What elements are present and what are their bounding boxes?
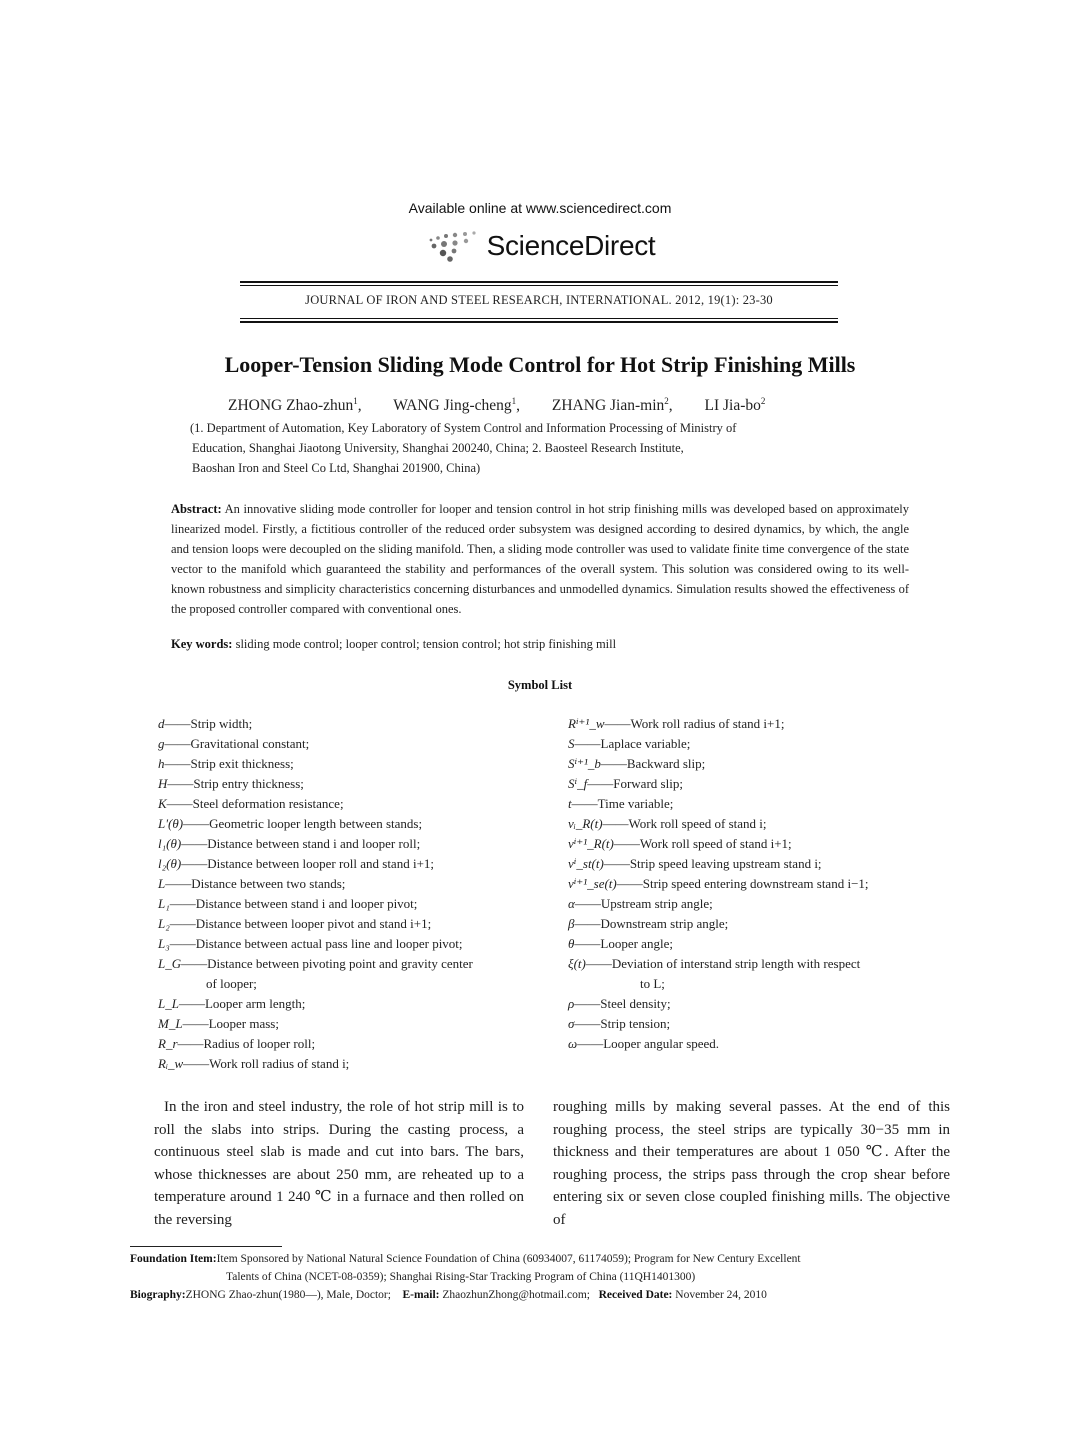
symbol-list-left xyxy=(158,714,538,1074)
symbol-description: ——Strip speed entering downstream stand i−1; xyxy=(616,876,869,891)
biography-text: ZHONG Zhao-zhun(1980—), Male, Doctor; xyxy=(185,1289,391,1301)
symbol-description: ——Strip tension; xyxy=(574,1016,671,1031)
symbol-entry xyxy=(158,834,538,854)
symbol-description: ——Work roll speed of stand i+1; xyxy=(613,836,792,851)
symbol-list-title: Symbol List xyxy=(507,678,573,692)
symbol-description: ——Work roll speed of stand i; xyxy=(602,816,767,831)
symbol-entry xyxy=(158,1014,538,1034)
symbol-description: ——Radius of looper roll; xyxy=(177,1036,316,1051)
symbol-description: ——Looper arm length; xyxy=(178,996,306,1011)
symbol-name: R_r xyxy=(158,1036,178,1051)
symbol-entry xyxy=(158,714,538,734)
body-text-right: roughing mills by making several passes. At the end of this roughing process, the steel strips are typically 30−35 mm in thickness and their temperatures are about 1 050 ℃. After the roughing process, the strips pass through the crop shear before entering six or seven close coupled finishing mills. The objective of xyxy=(553,1099,950,1228)
author-4: LI Jia-$bo^2$ xyxy=(704,396,766,415)
header-rule-top xyxy=(240,281,838,283)
symbol-description: ——Deviation of interstand strip length with respect xyxy=(585,956,861,971)
header-rule-bottom xyxy=(240,321,838,323)
symbol-list-right xyxy=(568,714,958,1054)
symbol-description: ——Work roll radius of stand i+1; xyxy=(604,716,785,731)
symbol-description: ——Distance between stand i and looper roll; xyxy=(181,836,421,851)
email-text[interactable]: ZhaozhunZhong@hotmail.com; xyxy=(442,1289,590,1301)
symbol-name: h xyxy=(158,756,165,771)
symbol-name: β xyxy=(568,916,575,931)
symbol-entry xyxy=(568,914,958,934)
biography-label: Biography: xyxy=(130,1289,186,1301)
symbol-description: ——Distance between actual pass line and looper pivot; xyxy=(169,936,463,951)
symbol-name: vⁱ_st(t) xyxy=(568,856,604,871)
symbol-description: ——Downstream strip angle; xyxy=(574,916,729,931)
symbol-description: ——Forward slip; xyxy=(587,776,683,791)
symbol-entry xyxy=(158,814,538,834)
foundation-text: Item Sponsored by National Natural Science Foundation of China (60934007, 61174059); Program for New Century Excellent xyxy=(216,1253,801,1265)
symbol-description: ——Distance between looper roll and stand i+1; xyxy=(181,856,435,871)
affiliation-line: Baoshan Iron and Steel Co Ltd, Shanghai 201900, China) xyxy=(192,461,481,475)
author-3: ZHANG Jian-$\min^2$, xyxy=(551,396,673,415)
foundation-label: Foundation Item: xyxy=(130,1253,217,1265)
symbol-entry xyxy=(158,994,538,1014)
symbol-description: ——Distance between pivoting point and gravity center xyxy=(181,956,473,971)
symbol-name: Rᵢ_w xyxy=(158,1056,184,1071)
symbol-entry xyxy=(568,994,958,1014)
received-date-label: Received Date: xyxy=(598,1289,673,1301)
foundation-footnote-cont: Talents of China (NCET-08-0359); Shanghai Rising-Star Tracking Program of China (11QH1401300) xyxy=(226,1271,696,1283)
available-online-text: Available online at www.sciencedirect.com xyxy=(408,200,672,216)
symbol-name: vⁱ⁺¹_R(t) xyxy=(568,836,614,851)
symbol-entry xyxy=(568,934,958,954)
symbol-name: L₂ xyxy=(158,916,170,931)
keywords-text: sliding mode control; looper control; tension control; hot strip finishing mill xyxy=(235,637,617,651)
symbol-description: ——Laplace variable; xyxy=(574,736,691,751)
symbol-description: ——Distance between looper pivot and stand i+1; xyxy=(169,916,432,931)
symbol-entry xyxy=(158,774,538,794)
symbol-entry xyxy=(158,934,538,954)
symbol-entry xyxy=(158,894,538,914)
symbol-description: ——Upstream strip angle; xyxy=(574,896,713,911)
symbol-name: l₁(θ) xyxy=(158,836,182,851)
symbol-entry xyxy=(568,794,958,814)
abstract-text: An innovative sliding mode controller for looper and tension control in hot strip finishing mills was developed based on approximately linearized model. Firstly, a fictitious controller of the reduced order subsystem was designed according to desired dynamics, by which, the angle and tension loops were decoupled on the sliding manifold. Then, a sliding mode controller was used to validate finite time convergence of the state vector to the manifold which guaranteed the stability and performances of the overall system. This solution was considered owing to its well-known robustness and simplicity characteristics concerning disturbances and unmodelled dynamics. Simulation results showed the effectiveness of the proposed controller compared with conventional ones. xyxy=(171,502,909,616)
symbol-entry xyxy=(158,1034,538,1054)
symbol-entry xyxy=(568,754,958,774)
symbol-name: σ xyxy=(568,1016,575,1031)
symbol-name: t xyxy=(568,796,572,811)
symbol-name: Sⁱ_f xyxy=(568,776,588,791)
keywords-label: Key words: xyxy=(171,637,233,651)
symbol-entry xyxy=(158,914,538,934)
journal-citation: JOURNAL OF IRON AND STEEL RESEARCH, INTERNATIONAL. 2012, 19(1): 23-30 xyxy=(305,293,773,307)
symbol-description: ——Distance between two stands; xyxy=(165,876,346,891)
symbol-name: ρ xyxy=(568,996,575,1011)
symbol-entry xyxy=(158,954,538,974)
symbol-description: ——Gravitational constant; xyxy=(164,736,310,751)
symbol-description: ——Strip width; xyxy=(164,716,253,731)
affiliation-line: Education, Shanghai Jiaotong University, Shanghai 200240, China; 2. Baosteel Research Institute, xyxy=(192,441,684,455)
symbol-description: ——Strip exit thickness; xyxy=(164,756,294,771)
sciencedirect-logo xyxy=(0,226,1080,266)
abstract-label: Abstract: xyxy=(171,502,222,516)
symbol-name: vᵢ_R(t) xyxy=(568,816,603,831)
symbol-entry xyxy=(568,954,958,974)
keywords xyxy=(171,637,909,652)
author-2: WANG Jing-cheng$^1$, xyxy=(393,396,521,415)
symbol-entry xyxy=(568,834,958,854)
symbol-description: ——Strip entry thickness; xyxy=(167,776,304,791)
symbol-entry xyxy=(158,794,538,814)
symbol-description: ——Backward slip; xyxy=(600,756,706,771)
symbol-entry xyxy=(568,1034,958,1054)
symbol-description: ——Looper mass; xyxy=(182,1016,279,1031)
symbol-description: ——Steel density; xyxy=(574,996,671,1011)
symbol-entry xyxy=(568,854,958,874)
footnote-rule xyxy=(130,1246,282,1247)
symbol-entry xyxy=(568,774,958,794)
email-label: E-mail: xyxy=(402,1289,440,1301)
symbol-description: ——Time variable; xyxy=(571,796,674,811)
symbol-name: l₂(θ) xyxy=(158,856,182,871)
symbol-name: vⁱ⁺¹_se(t) xyxy=(568,876,617,891)
symbol-entry xyxy=(158,974,538,994)
symbol-name: L₁ xyxy=(158,896,170,911)
symbol-entry xyxy=(568,974,958,994)
symbol-entry xyxy=(568,874,958,894)
symbol-entry xyxy=(158,754,538,774)
foundation-footnote xyxy=(130,1253,960,1265)
symbol-name: ω xyxy=(568,1036,578,1051)
sciencedirect-wordmark: ScienceDirect xyxy=(486,230,656,261)
symbol-entry xyxy=(568,734,958,754)
symbol-name: L_L xyxy=(158,996,179,1011)
symbol-name: Sⁱ⁺¹_b xyxy=(568,756,601,771)
symbol-entry xyxy=(158,1054,538,1074)
affiliation-line: (1. Department of Automation, Key Laboratory of System Control and Information Processing of Ministry of xyxy=(190,421,737,435)
symbol-entry xyxy=(158,854,538,874)
symbol-description: ——Distance between stand i and looper pivot; xyxy=(169,896,418,911)
symbol-description: of looper; xyxy=(206,976,257,991)
symbol-description: ——Looper angle; xyxy=(574,936,673,951)
symbol-name: α xyxy=(568,896,575,911)
symbol-entry xyxy=(568,714,958,734)
symbol-description: ——Strip speed leaving upstream stand i; xyxy=(603,856,822,871)
symbol-name: M_L xyxy=(158,1016,183,1031)
symbol-name: S xyxy=(568,736,575,751)
symbol-description: to L; xyxy=(640,976,665,991)
abstract xyxy=(171,499,909,619)
symbol-description: ——Steel deformation resistance; xyxy=(166,796,344,811)
symbol-entry xyxy=(158,874,538,894)
symbol-name: L_G xyxy=(158,956,182,971)
symbol-name: g xyxy=(158,736,165,751)
symbol-entry xyxy=(568,894,958,914)
paper-title: Looper-Tension Sliding Mode Control for Hot Strip Finishing Mills xyxy=(224,352,856,377)
sciencedirect-dots-icon xyxy=(425,226,483,266)
symbol-name: K xyxy=(158,796,167,811)
header-rule-top-thin xyxy=(240,285,838,286)
biography-footnote xyxy=(130,1289,960,1301)
symbol-name: Rⁱ⁺¹_w xyxy=(568,716,605,731)
author-list xyxy=(228,396,928,415)
symbol-entry xyxy=(568,814,958,834)
symbol-name: L₃ xyxy=(158,936,170,951)
author-1: ZHONG Zhao-zhun$^1$, xyxy=(228,396,362,415)
symbol-name: H xyxy=(158,776,168,791)
symbol-entry xyxy=(158,734,538,754)
symbol-description: ——Work roll radius of stand i; xyxy=(183,1056,350,1071)
body-text-left: In the iron and steel industry, the role of hot strip mill is to roll the slabs into strips. During the casting process, a continuous steel slab is made and cut into bars. The bars, whose thicknesses are about 250 mm, are reheated up to a temperature around 1 240 ℃ in a furnace and then rolled on the reversing xyxy=(154,1099,524,1228)
header-rule-bottom-thin xyxy=(240,318,838,319)
symbol-description: ——Geometric looper length between stands; xyxy=(183,816,423,831)
symbol-name: d xyxy=(158,716,165,731)
received-date-text: November 24, 2010 xyxy=(675,1289,767,1301)
symbol-name: L'(θ) xyxy=(158,816,184,831)
symbol-entry xyxy=(568,1014,958,1034)
symbol-description: ——Looper angular speed. xyxy=(577,1036,720,1051)
symbol-name: L xyxy=(158,876,166,891)
symbol-name: θ xyxy=(568,936,575,951)
affiliation xyxy=(190,418,910,478)
symbol-name: ξ(t) xyxy=(568,956,586,971)
